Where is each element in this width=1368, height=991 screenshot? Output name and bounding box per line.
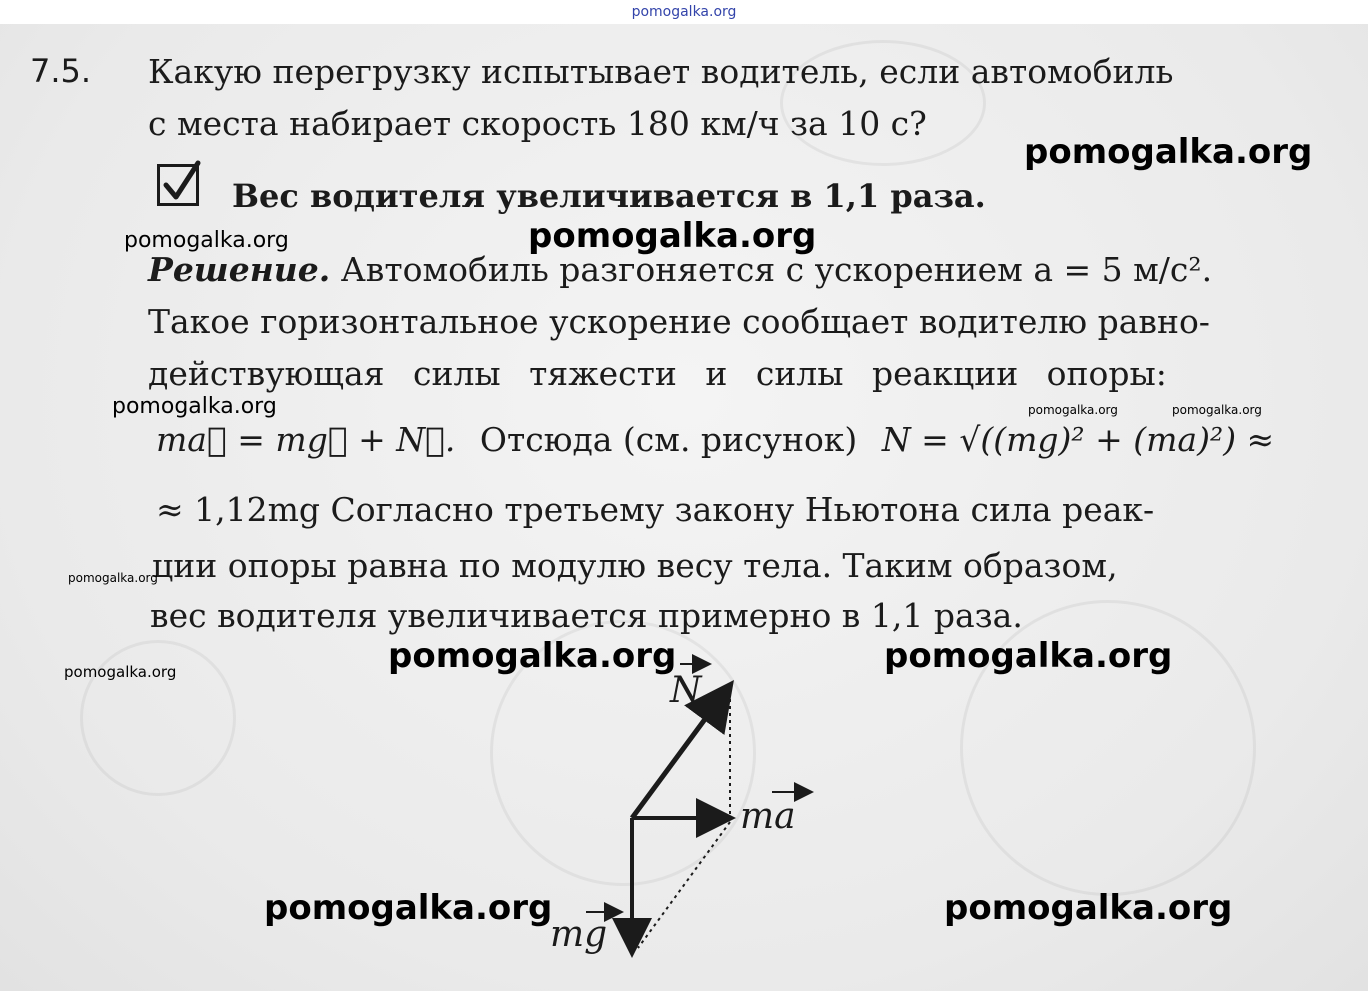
solution-line-1-text: Автомобиль разгоняется с ускорением a = 5 м/с².	[340, 250, 1213, 289]
watermark: pomogalka.org	[124, 228, 289, 253]
solution-line-3: действующая силы тяжести и силы реакции опоры:	[148, 354, 1167, 393]
label-mg: mg	[550, 914, 608, 955]
solution-line-1	[148, 250, 1212, 290]
problem-number: 7.5.	[30, 52, 92, 90]
solution-line-7: вес водителя увеличивается примерно в 1,1 раза.	[150, 596, 1023, 635]
checkbox-icon	[157, 164, 199, 206]
n-formula: N = √((mg)² + (ma)²) ≈	[881, 420, 1275, 459]
solution-line-4	[156, 420, 1274, 460]
vector-equation: ma⃗ = mg⃗ + N⃗.	[156, 420, 456, 459]
dotted-diagonal	[638, 822, 730, 948]
label-n: N	[670, 670, 702, 711]
watermark: pomogalka.org	[884, 636, 1173, 676]
watermark: pomogalka.org	[944, 888, 1233, 928]
watermark: pomogalka.org	[528, 216, 817, 256]
watermark: pomogalka.org	[264, 888, 553, 928]
watermark: pomogalka.org	[1172, 403, 1262, 417]
label-ma: ma	[740, 796, 796, 837]
question-line-2: с места набирает скорость 180 км/ч за 10 с?	[148, 104, 927, 143]
solution-label: Решение.	[148, 250, 331, 289]
solution-line-4-text: Отсюда (см. рисунок)	[479, 420, 858, 459]
solution-line-5: ≈ 1,12mg Согласно третьему закону Ньютона сила реак-	[156, 490, 1155, 529]
site-link[interactable]: pomogalka.org	[631, 4, 737, 20]
watermark: pomogalka.org	[112, 394, 277, 419]
watermark: pomogalka.org	[68, 571, 158, 585]
answer-text: Вес водителя увеличивается в 1,1 раза.	[232, 177, 986, 215]
solution-line-2: Такое горизонтальное ускорение сообщает водителю равно-	[148, 302, 1210, 341]
watermark: pomogalka.org	[1024, 132, 1313, 172]
watermark: pomogalka.org	[1028, 403, 1118, 417]
watermark: pomogalka.org	[64, 663, 177, 681]
top-bar	[0, 0, 1368, 24]
watermark: pomogalka.org	[388, 636, 677, 676]
solution-line-6: ции опоры равна по модулю весу тела. Таким образом,	[152, 546, 1118, 585]
question-line-1: Какую перегрузку испытывает водитель, если автомобиль	[148, 52, 1174, 91]
